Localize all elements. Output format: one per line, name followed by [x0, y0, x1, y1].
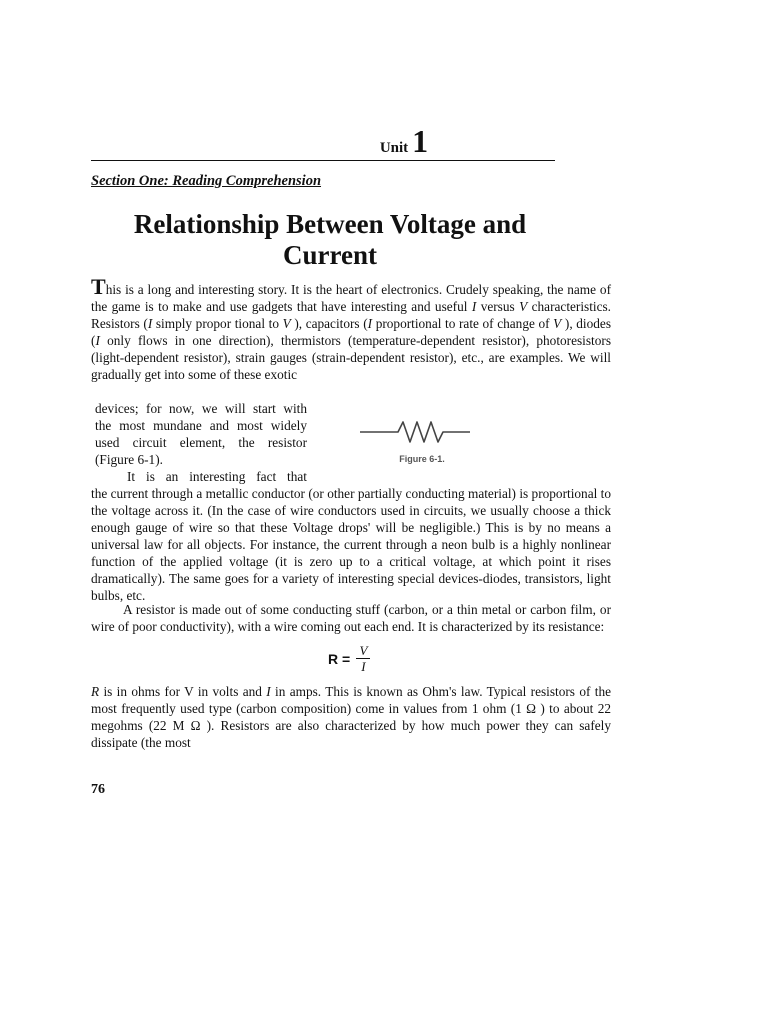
- intro-text-2: versus: [476, 299, 520, 314]
- ohm-var-i: I: [266, 684, 271, 699]
- unit-heading: [0, 125, 768, 157]
- resistor-symbol-icon: [358, 414, 486, 450]
- column-line-1: devices; for now, we will start with: [95, 401, 307, 416]
- formula-denominator: I: [361, 659, 366, 674]
- figure-side-column: [95, 400, 307, 485]
- unit-number: 1: [412, 123, 429, 159]
- intro-text-8: only flows in one direction), thermistors (temperature-dependent resistor), photoresistors (light-dependent resistor), strain gauges (strain-dependent resistor), etc., are examples. We will gradually get into some of these exotic: [91, 333, 611, 382]
- ohms-law-paragraph: [91, 683, 611, 751]
- intro-var-i3: I: [367, 316, 373, 331]
- column-line-4: (Figure 6-1).: [95, 452, 163, 467]
- formula-lhs: R =: [328, 651, 351, 667]
- page-title: [91, 209, 569, 271]
- intro-text-4: simply propor tional to: [152, 316, 283, 331]
- column-line-3: used circuit element, the resistor: [95, 435, 307, 450]
- intro-text-7: ), diodes (: [91, 316, 611, 348]
- drop-cap: T: [91, 274, 106, 299]
- intro-var-i4: I: [95, 333, 100, 348]
- conduction-text: the current through a metallic conductor (or other partially conducting material) is proportional to the voltage across it. (In the case of wire conductors used in circuits, we usually choose a thick enough gauge of wire so that these Voltage drops' will be negligible.) This is by no means a universal law for all objects. For instance, the current through a neon bulb is a highly nonlinear function of the applied voltage (it is zero up to a critical voltage, at which point it rises dramatically). The same goes for a variety of interesting special devices-diodes, transistors, light bulbs, etc.: [91, 486, 611, 603]
- header-rule: [91, 160, 555, 161]
- formula-numerator: V: [356, 643, 370, 659]
- ohm-text-2: in amps. This is known as Ohm's law. Typical resistors of the most frequently used type (carbon composition) come in values from 1 ohm (1 Ω ) to about 22 megohms (22 M Ω ). Resistors are also characterized by how much power they can safely dissipate (the most: [91, 684, 611, 750]
- column-line-2: the most mundane and most widely: [95, 418, 307, 433]
- figure-caption: Figure 6-1.: [399, 454, 445, 464]
- formula-fraction: [356, 643, 370, 675]
- intro-var-i2: I: [147, 316, 153, 331]
- intro-var-v2: V: [282, 316, 291, 331]
- conduction-paragraph: [91, 485, 611, 604]
- resistor-text: A resistor is made out of some conducting stuff (carbon, or a thin metal or carbon film, or wire of poor conductivity), with a wire coming out each end. It is characterized by its resistance:: [91, 602, 611, 634]
- intro-text-3: characteristics. Resistors (: [91, 299, 611, 331]
- title-line-2: Current: [283, 240, 377, 270]
- column-line-5: It is an interesting fact that: [127, 469, 307, 484]
- resistor-paragraph: [91, 601, 611, 635]
- intro-var-v1: V: [519, 299, 528, 314]
- intro-paragraph: [91, 276, 611, 383]
- ohm-text-1: is in ohms for V in volts and: [99, 684, 267, 699]
- intro-var-i1: I: [471, 299, 477, 314]
- ohm-var-r: R: [91, 684, 100, 699]
- intro-var-v3: V: [553, 316, 562, 331]
- intro-text-5: ), capacitors (: [290, 316, 368, 331]
- section-heading: Section One: Reading Comprehension: [91, 173, 322, 189]
- resistor-figure: [358, 414, 486, 474]
- intro-text-6: proportional to rate of change of: [372, 316, 554, 331]
- page-number: 76: [91, 782, 105, 797]
- title-line-1: Relationship Between Voltage and: [133, 209, 527, 239]
- intro-text-1: his is a long and interesting story. It is the heart of electronics. Crudely speaking, the name of the game is to make and use gadgets that have interesting and useful: [91, 282, 611, 314]
- unit-label: Unit: [379, 140, 409, 156]
- ohms-law-formula: [328, 643, 370, 675]
